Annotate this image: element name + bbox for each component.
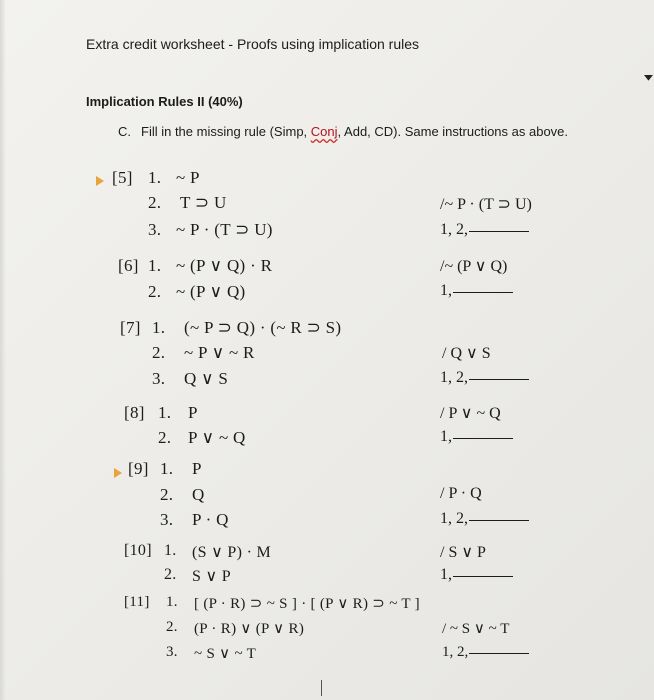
problem-5-line-2: T ⊃ U (180, 193, 227, 212)
problem-11-line-1: [ (P · R) ⊃ ~ S ] · [ (P ∨ R) ⊃ ~ T ] (194, 596, 420, 612)
problem-11-id: [11] (124, 594, 150, 610)
problem-8-conclusion: / P ∨ ~ Q (440, 405, 501, 422)
problem-6-line-2: ~ (P ∨ Q) (176, 282, 246, 301)
problem-10-justification[interactable] (440, 566, 513, 584)
instructions-text-before: Fill in the missing rule (Simp, (141, 124, 311, 139)
problem-5-justification[interactable] (440, 221, 529, 239)
problem-5-line-1: ~ P (176, 168, 200, 187)
problem-6-justification-text: 1, (440, 282, 452, 299)
problem-9-id: [9] (128, 459, 149, 478)
problem-6-line-2-num: 2. (148, 282, 162, 301)
bookmark-arrow-icon (114, 468, 122, 478)
problem-11-answer-blank[interactable] (469, 653, 529, 654)
problem-5-line-3: ~ P · (T ⊃ U) (176, 220, 273, 239)
problem-10-line-2-num: 2. (164, 566, 177, 583)
problem-11-line-2-num: 2. (166, 619, 178, 635)
problem-8-line-1: P (188, 403, 198, 422)
problem-7-line-3-num: 3. (152, 369, 166, 388)
problem-9-conclusion: / P · Q (440, 485, 482, 502)
text-caret (321, 680, 322, 696)
problem-6-answer-blank[interactable] (453, 292, 513, 293)
problem-6-line-1-num: 1. (148, 256, 162, 275)
problem-11-line-3: ~ S ∨ ~ T (194, 646, 257, 662)
problem-7-line-1: (~ P ⊃ Q) · (~ R ⊃ S) (184, 318, 342, 337)
problem-9-line-1-num: 1. (160, 459, 174, 478)
problem-7-id: [7] (120, 318, 141, 337)
problem-8-id: [8] (124, 403, 145, 422)
problem-9-justification[interactable] (440, 510, 529, 528)
problem-11-conclusion: / ~ S ∨ ~ T (442, 621, 510, 637)
problem-8-justification-text: 1, (440, 428, 452, 445)
problem-7-justification-text: 1, 2, (440, 369, 468, 386)
problem-7-line-2: ~ P ∨ ~ R (184, 343, 255, 362)
problem-9-line-3-num: 3. (160, 510, 174, 529)
page-edge-shadow (0, 0, 6, 700)
problem-9-justification-text: 1, 2, (440, 510, 468, 527)
problem-5-answer-blank[interactable] (469, 231, 529, 232)
problem-9-answer-blank[interactable] (469, 520, 529, 521)
problem-10-line-1: (S ∨ P) · M (192, 544, 272, 561)
problem-9-line-2: Q (192, 485, 205, 504)
section-heading: Implication Rules II (40%) (86, 94, 243, 109)
problem-11-line-2: (P · R) ∨ (P ∨ R) (194, 621, 305, 637)
problem-7-conclusion: / Q ∨ S (442, 345, 491, 362)
problem-5-justification-text: 1, 2, (440, 221, 468, 238)
problem-6-justification[interactable] (440, 282, 513, 300)
problem-11-line-3-num: 3. (166, 644, 178, 660)
instructions-conj: Conj (310, 124, 338, 139)
problem-10-justification-text: 1, (440, 566, 452, 583)
problem-5-line-1-num: 1. (148, 168, 162, 187)
problem-10-line-2: S ∨ P (192, 568, 232, 585)
instructions (118, 124, 568, 139)
problem-7-line-2-num: 2. (152, 343, 166, 362)
problem-10-conclusion: / S ∨ P (440, 544, 486, 561)
problem-8-line-2: P ∨ ~ Q (188, 428, 246, 447)
instructions-label: C. (118, 124, 131, 139)
problem-7-justification[interactable] (440, 369, 529, 387)
instructions-text-after: , Add, CD). Same instructions as above. (337, 124, 569, 139)
problem-7-answer-blank[interactable] (469, 379, 529, 380)
mouse-pointer-icon: 🢓 (643, 74, 654, 98)
problem-11-justification[interactable] (442, 644, 529, 661)
problem-5-line-2-num: 2. (148, 193, 162, 212)
problem-7-line-3: Q ∨ S (184, 369, 229, 388)
problem-8-answer-blank[interactable] (453, 438, 513, 439)
problem-5-id: [5] (112, 168, 133, 187)
problem-8-justification[interactable] (440, 428, 513, 446)
problem-10-line-1-num: 1. (164, 542, 177, 559)
problem-8-line-1-num: 1. (158, 403, 172, 422)
problem-6-line-1: ~ (P ∨ Q) · R (176, 256, 273, 275)
problem-9-line-3: P · Q (192, 510, 229, 529)
problem-9-line-2-num: 2. (160, 485, 174, 504)
problem-9-line-1: P (192, 459, 202, 478)
problem-10-answer-blank[interactable] (453, 576, 513, 577)
problem-11-justification-text: 1, 2, (442, 644, 469, 660)
worksheet-title: Extra credit worksheet - Proofs using implication rules (86, 36, 420, 52)
problem-5-conclusion: /~ P · (T ⊃ U) (440, 196, 532, 213)
problem-6-id: [6] (118, 256, 139, 275)
problem-10-id: [10] (124, 542, 152, 559)
bookmark-arrow-icon (96, 176, 104, 186)
problem-5-line-3-num: 3. (148, 220, 162, 239)
problem-8-line-2-num: 2. (158, 428, 172, 447)
problem-6-conclusion: /~ (P ∨ Q) (440, 258, 508, 275)
problem-11-line-1-num: 1. (166, 594, 178, 610)
problem-7-line-1-num: 1. (152, 318, 166, 337)
